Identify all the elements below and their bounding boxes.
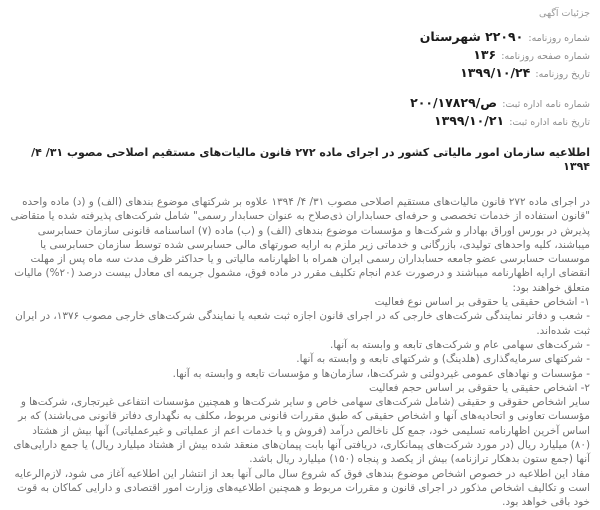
notice-body: [10, 195, 590, 510]
notice-bullet-foreign-branches: - شعب و دفاتر نمایندگی شرکت‌های خارجی که در اجرای قانون اجازه ثبت شعبه یا نمایندگی شرکت‌های خارجی مصوب ۱۳۷۶، در ایران ثبت شده‌اند.: [15, 310, 590, 337]
notice-paragraph-intro: در اجرای ماده ۲۷۲ قانون مالیات‌های مستقیم اصلاحی مصوب ۳۱/ ۴/ ۱۳۹۴ علاوه بر شرکتهای موضوع بندهای (الف) و (د) ماده واحده "قانون استفاده از خدمات تخصصی و حرفه‌ای حسابداران ذی‌صلاح به عنوان حسابدار رسمی" شامل شرکت‌های پذیرفته شده یا متقاضی پذیرش در بورس اوراق بهادار و شرکت‌ها و مؤسسات موضوع بندهای (الف) و (ب) ماده (۷) اساسنامه قانونی سازمان حسابرسی میباشند، کلیه واحدهای تولیدی، بازرگانی و خدماتی زیر ملزم به ارایه صورتهای مالی حسابرسی شده توسط سازمان حسابرسی یا موسسات حسابرسی عضو جامعه حسابداران رسمی ایران همراه با اظهارنامه مالیاتی و یا حداکثر ظرف مدت سه ماه پس از مهلت انقضای ارایه اظهارنامه میباشند و درصورت عدم انجام تکلیف مقرر در ماده فوق، مشمول جریمه ای معادل بیست درصد (۲۰%) مالیات متعلق خواهند بود:: [10, 196, 590, 294]
newspaper-number-row: [10, 28, 590, 46]
details-header-label: جزئیات آگهی: [539, 8, 590, 19]
newspaper-page-row: [10, 46, 590, 64]
newspaper-page-label: شماره صفحه روزنامه:: [501, 51, 590, 62]
registry-letter-number-value: ص/۲۰۰/۱۷۸۲۹: [410, 95, 498, 110]
notice-bullet-public-companies: - شرکت‌های سهامی عام و شرکت‌های تابعه و وابسته به آنها.: [329, 338, 590, 351]
newspaper-date-label: تاریخ روزنامه:: [535, 69, 590, 80]
registry-letter-number-row: [10, 94, 590, 112]
notice-title: اطلاعیه سازمان امور مالیاتی کشور در اجرای ماده ۲۷۲ قانون مالیات‌های مستقیم اصلاحی مصوب ۳۱/ ۴/ ۱۳۹۴: [31, 146, 590, 173]
newspaper-date-row: [10, 64, 590, 82]
registry-meta-block: [10, 94, 590, 130]
newspaper-page-value: ۱۳۶: [473, 47, 497, 62]
newspaper-date-value: ۱۳۹۹/۱۰/۲۴: [460, 65, 531, 80]
registry-letter-date-label: تاریخ نامه اداره ثبت:: [509, 117, 590, 128]
registry-letter-date-row: [10, 112, 590, 130]
newspaper-meta-block: [10, 28, 590, 82]
newspaper-number-label: شماره روزنامه:: [528, 33, 590, 44]
notice-paragraph-thresholds: سایر اشخاص حقوقی و حقیقی (شامل شرکت‌های سهامی خاص و سایر شرکت‌ها و همچنین مؤسسات انتفاعی غیرتجاری، شرکت‌ها و مؤسسات تعاونی و اتحادیه‌های آنها و اشخاص حقیقی که طبق مقررات قانونی مربوط، مکلف به نگهداری دفاتر قانونی می‌باشند) که بر اساس آخرین اظهارنامه تسلیمی خود، جمع کل ناخالص درآمد (فروش و یا خدمات اعم از عملیاتی و غیرعملیاتی) آنها بیش از هشتاد (۸۰) میلیارد ریال (در مورد شرکت‌های پیمانکاری، دریافتی آنها بابت پیمان‌های منعقد شده بیش از هشتاد میلیارد ریال) یا جمع دارایی‌های آنها (جمع ستون بدهکار ترازنامه) بیش از یکصد و پنجاه (۱۵۰) میلیارد ریال باشد.: [13, 396, 590, 466]
registry-letter-number-label: شماره نامه اداره ثبت:: [502, 99, 590, 110]
notice-item-1-heading: ۱- اشخاص حقیقی یا حقوقی بر اساس نوع فعالیت: [374, 296, 590, 309]
notice-paragraph-closing: مفاد این اطلاعیه در خصوص اشخاص موضوع بندهای فوق که شروع سال مالی آنها بعد از انتشار این اطلاعیه آغاز می شود، لازم‌الرعایه است و تکالیف اشخاص مذکور در اجرای قانون و مقررات مربوط و همچنین اطلاعیه‌های وزارت امور اقتصادی و دارایی کماکان به قوت خود باقی خواهد بود.: [14, 467, 590, 509]
newspaper-number-value: ۲۲۰۹۰ شهرستان: [419, 29, 524, 44]
registry-letter-date-value: ۱۳۹۹/۱۰/۲۱: [433, 113, 505, 128]
notice-bullet-holding-companies: - شرکتهای سرمایه‌گذاری (هلدینگ) و شرکتهای تابعه و وابسته به آنها.: [296, 353, 590, 366]
notice-bullet-public-institutions: - مؤسسات و نهادهای عمومی غیردولتی و شرکت‌ها، سازمان‌ها و مؤسسات تابعه و وابسته به آنها.: [172, 367, 590, 380]
notice-item-2-heading: ۲- اشخاص حقیقی یا حقوقی بر اساس حجم فعالیت: [368, 381, 590, 394]
